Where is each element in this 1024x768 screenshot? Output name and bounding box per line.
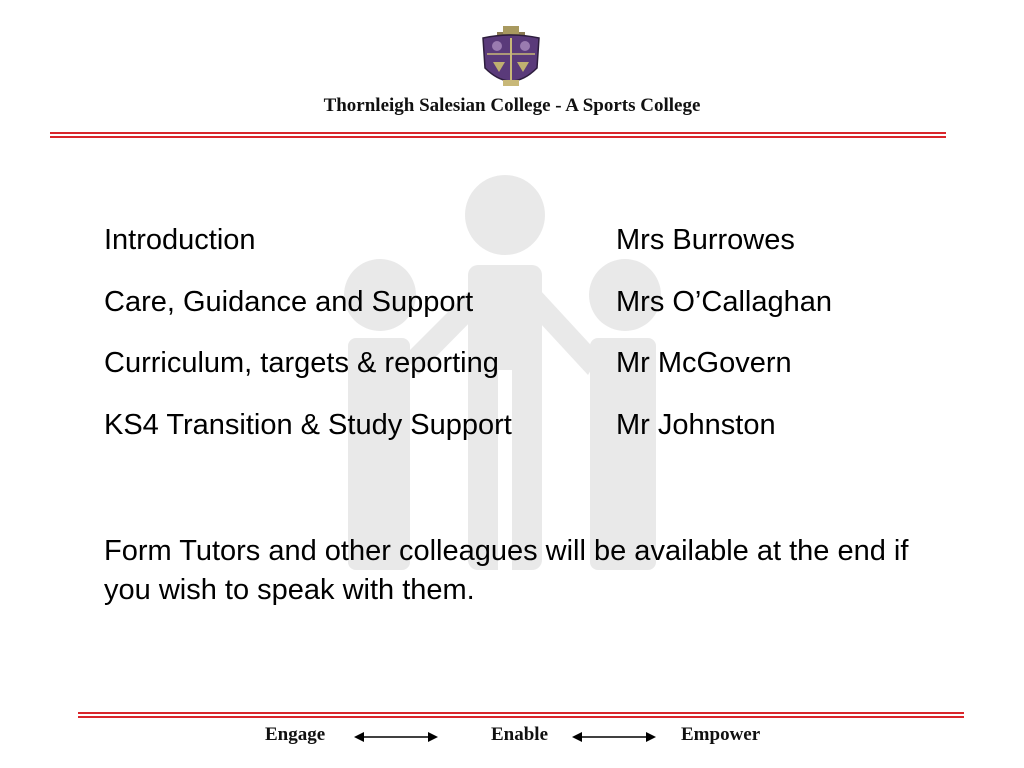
double-arrow-icon [354, 730, 438, 744]
agenda-presenter: Mrs Burrowes [616, 224, 795, 256]
double-arrow-icon [572, 730, 656, 744]
footer-word-enable: Enable [491, 724, 549, 745]
agenda-item [104, 405, 924, 467]
footer-motto [0, 724, 1024, 752]
agenda-topic: Introduction [104, 224, 256, 256]
agenda-presenter: Mrs O’Callaghan [616, 285, 832, 318]
agenda-item [104, 343, 924, 405]
agenda-topic: KS4 Transition & Study Support [104, 408, 512, 441]
college-title: Thornleigh Salesian College - A Sports College [323, 95, 701, 116]
bottom-divider [78, 712, 964, 718]
agenda-topic: Care, Guidance and Support [104, 285, 474, 318]
top-divider [50, 132, 946, 138]
agenda-item [104, 282, 924, 344]
agenda-presenter: Mr McGovern [616, 347, 792, 379]
agenda-topic: Curriculum, targets & reporting [104, 347, 499, 379]
footer-word-engage: Engage [265, 724, 326, 745]
agenda-list [104, 220, 924, 466]
closing-note: Form Tutors and other colleagues will be available at the end if you wish to speak with them. [104, 535, 909, 606]
agenda-item [104, 220, 924, 282]
agenda-presenter: Mr Johnston [616, 408, 776, 441]
school-crest-icon [477, 24, 545, 90]
footer-word-empower: Empower [681, 724, 761, 745]
